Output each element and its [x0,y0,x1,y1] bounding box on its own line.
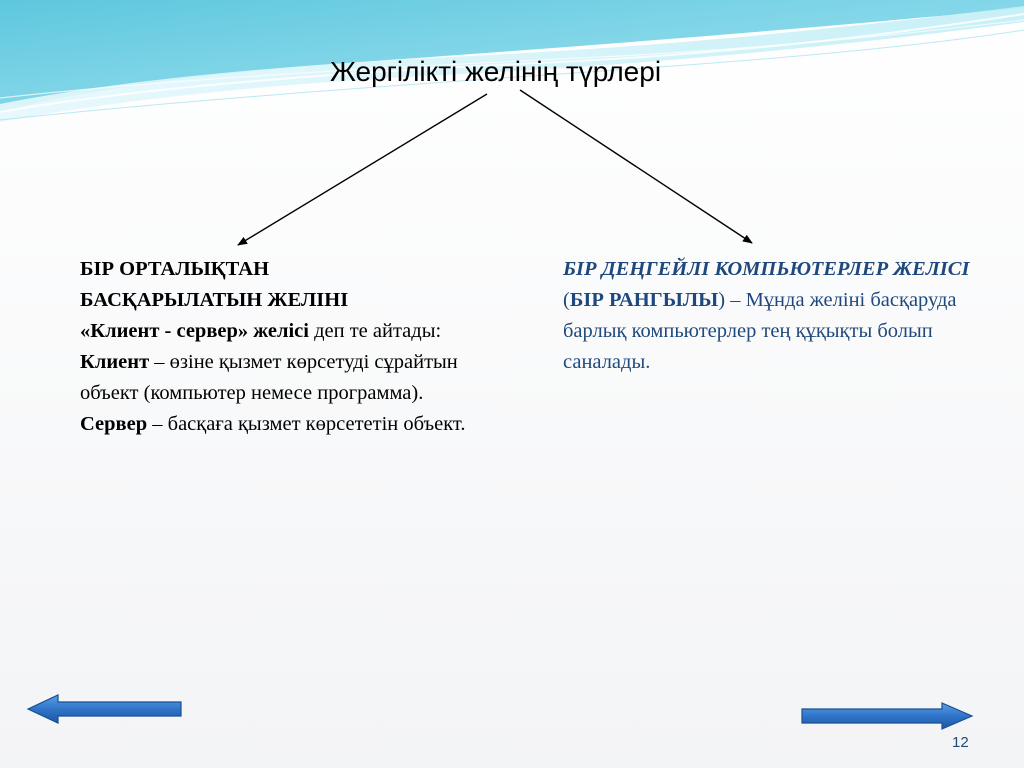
server-term: Сервер [80,413,148,435]
client-server-alias: «Клиент - сервер» желісі [80,320,309,342]
alias-continuation: деп те айтады: [308,320,442,342]
left-heading-line2: БАСҚАРЫЛАТЫН ЖЕЛІНІ [80,289,349,311]
forward-arrow-button[interactable] [800,700,976,732]
client-definition: – өзіне қызмет көрсетуді сұрайтын объект (компьютер немесе программа). [80,351,458,404]
page-number: 12 [952,734,969,751]
arrow-right-icon [802,703,972,729]
peer-to-peer-block [563,254,983,378]
client-server-block [80,254,500,440]
paren-close: ) [718,289,726,311]
left-heading-line1: БІР ОРТАЛЫҚТАН [80,258,270,280]
client-term: Клиент [80,351,150,373]
arrow-left-icon [28,695,181,723]
arrow-to-left-block [238,94,487,245]
peer-description: – Мұнда желіні басқаруда барлық компьютерлер тең құқықты болып саналады. [563,289,957,373]
paren-open: ( [563,289,570,311]
slide-title: Жергілікті желінің түрлері [330,56,662,87]
back-arrow-button[interactable] [26,692,186,726]
server-definition: – басқаға қызмет көрсететін объект. [147,413,466,435]
peer-rank-label: БІР РАНГЫЛЫ [569,289,719,311]
peer-heading: БІР ДЕҢГЕЙЛІ КОМПЬЮТЕРЛЕР ЖЕЛІСІ [563,258,970,280]
arrow-to-right-block [520,90,752,243]
